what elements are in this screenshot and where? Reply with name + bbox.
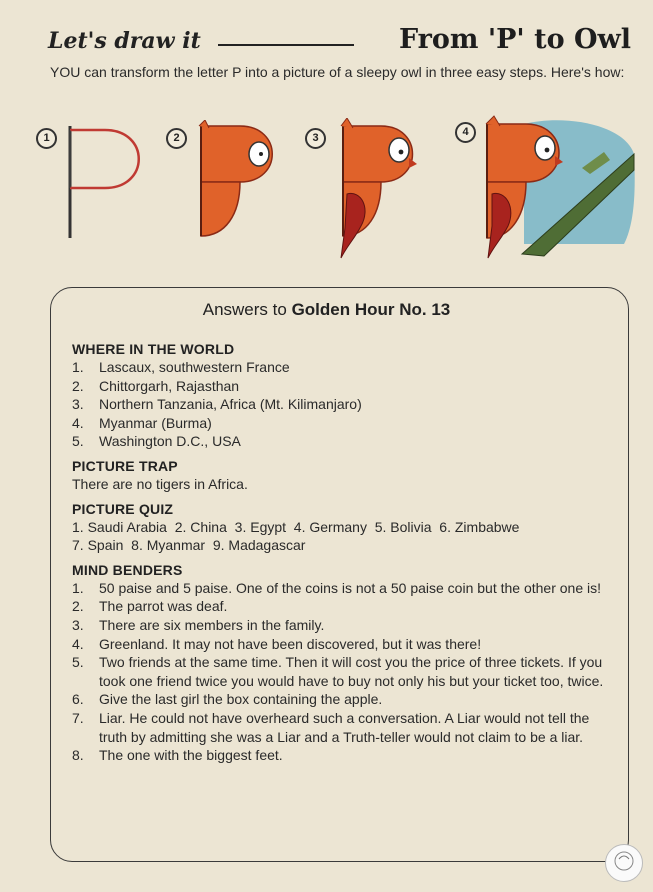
list-item (72, 690, 612, 709)
benders-heading: MIND BENDERS (72, 561, 183, 578)
letter-p-drawing (60, 120, 155, 250)
item-number: 2. (72, 377, 84, 394)
item-number: 3. (72, 396, 84, 413)
benders-list (72, 579, 612, 765)
item-text: There are six members in the family. (99, 616, 325, 633)
item-text: 50 paise and 5 paise. One of the coins is not a 50 paise coin but the other one is! (99, 579, 602, 596)
where-list (72, 358, 612, 451)
item-number: 3. (72, 616, 84, 633)
item-text: Greenland. It may not have been discovered, but it was there! (99, 635, 482, 652)
item-number: 1. (72, 579, 84, 596)
item-number: 6. (72, 691, 84, 708)
owl-step-2-drawing (195, 120, 290, 245)
list-item (72, 358, 612, 377)
answers-title-issue: Golden Hour No. 13 (291, 300, 451, 319)
item-number: 7. (72, 709, 84, 726)
answers-content (72, 340, 612, 765)
list-item (72, 377, 612, 396)
where-heading: WHERE IN THE WORLD (72, 341, 235, 357)
list-item (72, 432, 612, 451)
quiz-line-2: 7. Spain 8. Myanmar 9. Madagascar (72, 537, 306, 554)
quiz-heading: PICTURE QUIZ (72, 500, 174, 517)
item-number: 4. (72, 414, 84, 431)
owl-step-4-drawing (484, 114, 636, 262)
list-item (72, 579, 612, 598)
item-number: 8. (72, 747, 84, 764)
trap-text: There are no tigers in Africa. (72, 475, 248, 492)
item-number: 4. (72, 635, 84, 652)
list-item (72, 709, 612, 746)
item-text: Two friends at the same time. Then it will cost you the price of three tickets. If you took one friend twice you would have to buy not only his but your ticket too, twice. (99, 654, 604, 689)
trap-heading: PICTURE TRAP (72, 457, 178, 474)
drawing-steps (0, 112, 653, 272)
item-number: 5. (72, 433, 84, 450)
list-item (72, 635, 612, 654)
intro-text: YOU can transform the letter P into a picture of a sleepy owl in three easy steps. Here's how: (50, 64, 625, 80)
item-text: Lascaux, southwestern France (99, 359, 290, 375)
step-number-2: 2 (166, 128, 187, 149)
answers-title-prefix: Answers to (202, 300, 287, 319)
item-number: 5. (72, 654, 84, 671)
item-number: 2. (72, 598, 84, 615)
list-item (72, 597, 612, 616)
owl-step-3-drawing (333, 118, 428, 263)
list-item (72, 414, 612, 433)
list-item (72, 653, 612, 690)
item-text: The one with the biggest feet. (99, 747, 283, 764)
watermark-stamp-icon (605, 844, 643, 882)
answers-title (0, 300, 653, 320)
list-item (72, 395, 612, 414)
item-text: Liar. He could not have overheard such a conversation. A Liar would not tell the truth by admitting she was a Liar and a Truth-teller would not claim to be a liar. (99, 709, 590, 745)
step-number-3: 3 (305, 128, 326, 149)
quiz-line-1: 1. Saudi Arabia 2. China 3. Egypt 4. Germany 5. Bolivia 6. Zimbabwe (72, 518, 520, 535)
item-text: Myanmar (Burma) (99, 414, 212, 431)
item-text: Northern Tanzania, Africa (Mt. Kilimanjaro) (99, 396, 362, 413)
item-number: 1. (72, 359, 84, 375)
step-number-1: 1 (36, 128, 57, 149)
header-left-title: Let's draw it (48, 28, 201, 54)
step-number-4: 4 (455, 122, 476, 143)
list-item (72, 746, 612, 765)
item-text: Washington D.C., USA (99, 433, 241, 450)
item-text: The parrot was deaf. (99, 598, 228, 615)
header-rule (218, 44, 354, 46)
item-text: Give the last girl the box containing the apple. (99, 691, 383, 708)
header-right-title: From 'P' to Owl (398, 24, 631, 55)
list-item (72, 616, 612, 635)
page-header (48, 24, 633, 60)
item-text: Chittorgarh, Rajasthan (99, 377, 240, 394)
